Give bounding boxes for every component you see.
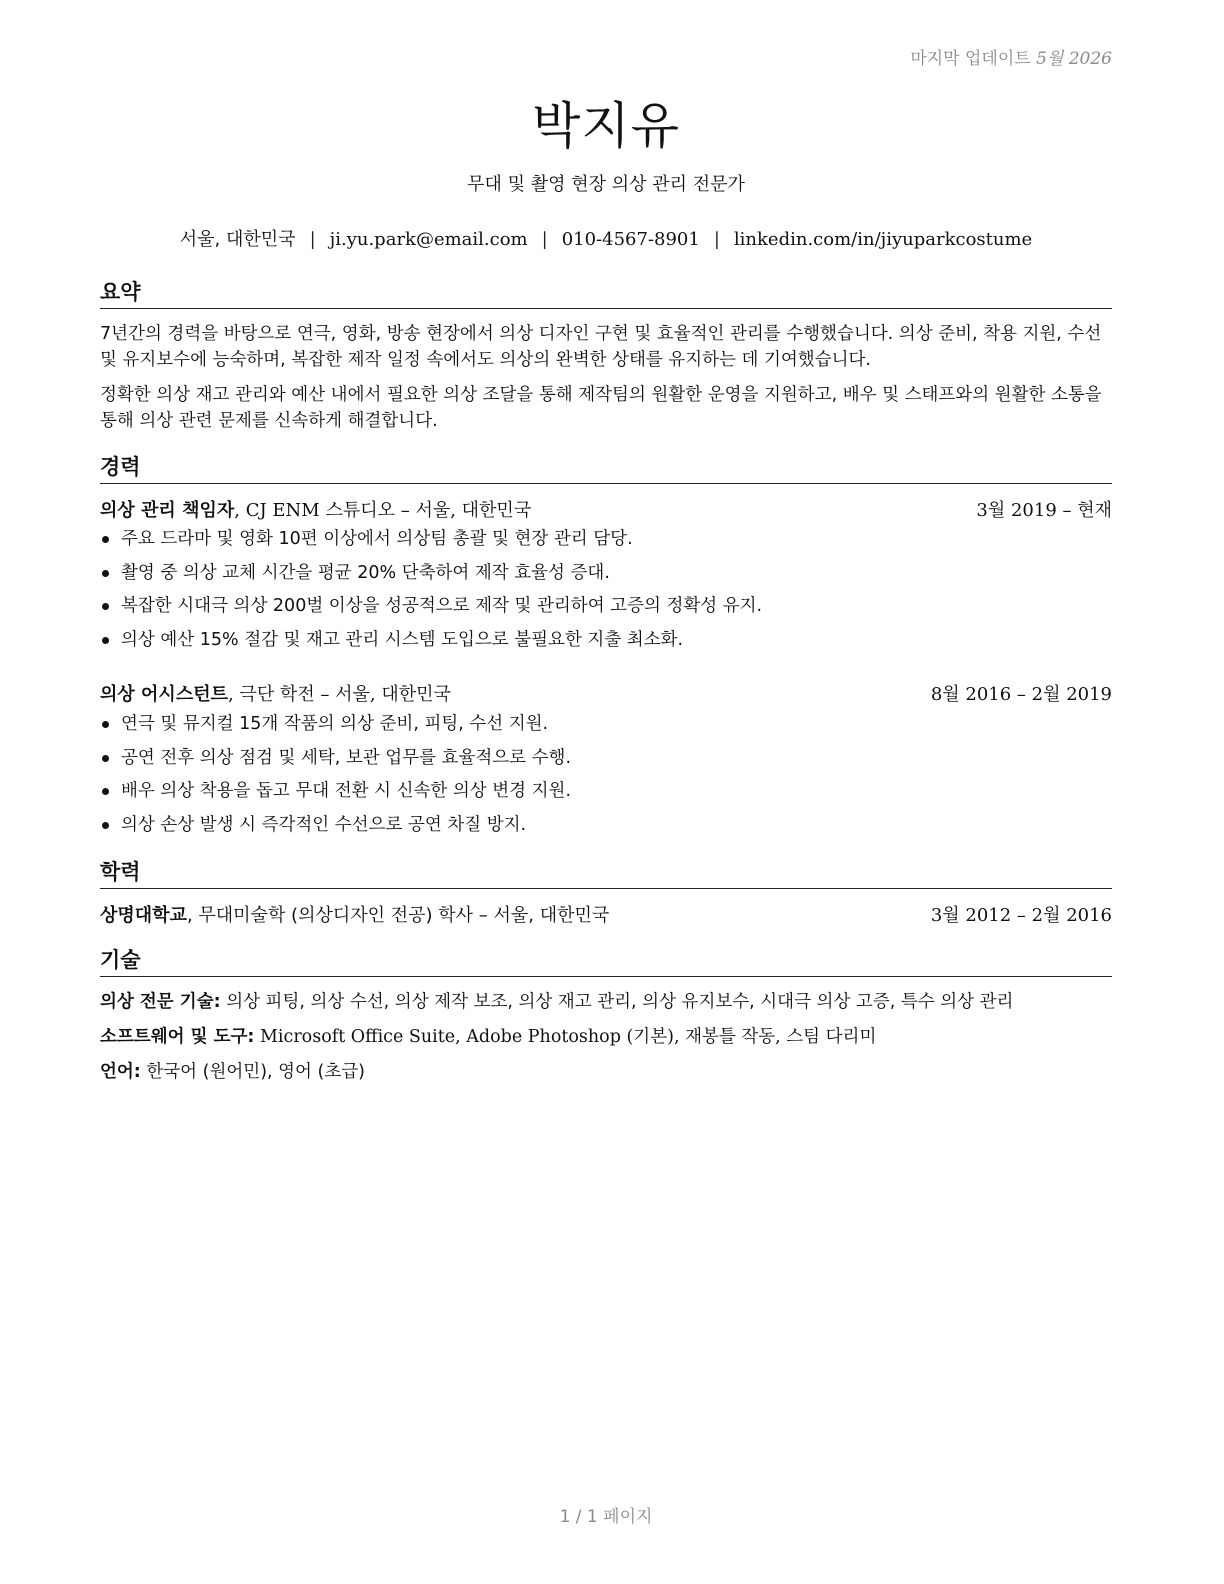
skill-value: 의상 피팅, 의상 수선, 의상 제작 보조, 의상 재고 관리, 의상 유지보수, 시대극 의상 고증, 특수 의상 관리 bbox=[220, 992, 1014, 1012]
education-entry bbox=[100, 901, 1112, 927]
last-updated bbox=[910, 44, 1112, 69]
job-role: 의상 어시스턴트 bbox=[100, 684, 228, 705]
job-bullet: 의상 예산 15% 절감 및 재고 관리 시스템 도입으로 불필요한 지출 최소화. bbox=[100, 627, 1112, 661]
page-number: 1 / 1 페이지 bbox=[559, 1507, 653, 1527]
job-role: 의상 관리 책임자 bbox=[100, 500, 235, 521]
job-dates: 8월 2016 – 2월 2019 bbox=[930, 684, 1112, 705]
resume-page bbox=[100, 0, 1112, 1584]
contact-separator: | bbox=[541, 229, 548, 250]
bullet-icon bbox=[102, 822, 109, 829]
contact-location: 서울, 대한민국 bbox=[179, 229, 296, 250]
last-updated-date: 5월 2026 bbox=[1036, 49, 1112, 69]
skill-line bbox=[100, 1058, 1112, 1083]
section-title-education: 학력 bbox=[100, 856, 1112, 889]
contact-separator: | bbox=[713, 229, 720, 250]
job-bullets bbox=[100, 526, 1112, 660]
job-header bbox=[100, 680, 1112, 706]
job-organization: , CJ ENM 스튜디오 – 서울, 대한민국 bbox=[234, 500, 532, 521]
bullet-icon bbox=[102, 536, 109, 543]
job-bullet: 의상 손상 발생 시 즉각적인 수선으로 공연 차질 방지. bbox=[100, 812, 1112, 846]
job-bullet: 촬영 중 의상 교체 시간을 평균 20% 단축하여 제작 효율성 증대. bbox=[100, 560, 1112, 594]
education-detail: , 무대미술학 (의상디자인 전공) 학사 – 서울, 대한민국 bbox=[186, 905, 610, 926]
skill-value: Microsoft Office Suite, Adobe Photoshop (기본), 재봉틀 작동, 스팀 다리미 bbox=[254, 1027, 877, 1047]
contact-separator: | bbox=[309, 229, 316, 250]
education-dates: 3월 2012 – 2월 2016 bbox=[930, 905, 1112, 926]
section-title-skills: 기술 bbox=[100, 944, 1112, 977]
summary-paragraph: 7년간의 경력을 바탕으로 연극, 영화, 방송 현장에서 의상 디자인 구현 및 효율적인 관리를 수행했습니다. 의상 준비, 착용 지원, 수선 및 유지보수에 능숙하며, 복잡한 제작 일정 속에서도 의상의 완벽한 상태를 유지하는 데 기여했습니다. bbox=[100, 324, 1102, 370]
job-bullet: 복잡한 시대극 의상 200벌 이상을 성공적으로 제작 및 관리하여 고증의 정확성 유지. bbox=[100, 593, 1112, 627]
section-title-summary: 요약 bbox=[100, 276, 1112, 309]
job-bullet: 연극 및 뮤지컬 15개 작품의 의상 준비, 피팅, 수선 지원. bbox=[100, 711, 1112, 745]
skill-line bbox=[100, 1023, 1112, 1048]
bullet-icon bbox=[102, 788, 109, 795]
job-bullet: 배우 의상 착용을 돕고 무대 전환 시 신속한 의상 변경 지원. bbox=[100, 778, 1112, 812]
education-school: 상명대학교 bbox=[100, 905, 187, 926]
bullet-icon bbox=[102, 603, 109, 610]
last-updated-label: 마지막 업데이트 bbox=[910, 49, 1031, 69]
section-title-experience: 경력 bbox=[100, 451, 1112, 484]
bullet-icon bbox=[102, 755, 109, 762]
bullet-icon bbox=[102, 721, 109, 728]
summary-paragraph: 정확한 의상 재고 관리와 예산 내에서 필요한 의상 조달을 통해 제작팀의 원활한 운영을 지원하고, 배우 및 스태프와의 원활한 소통을 통해 의상 관련 문제를 신속하게 해결합니다. bbox=[100, 385, 1102, 431]
bullet-icon bbox=[102, 637, 109, 644]
job-organization: , 극단 학전 – 서울, 대한민국 bbox=[227, 684, 451, 705]
contact-email[interactable]: ji.yu.park@email.com bbox=[329, 229, 528, 250]
candidate-name: 박지유 bbox=[532, 97, 680, 155]
skill-label: 소프트웨어 및 도구: bbox=[100, 1027, 255, 1047]
job-bullet: 주요 드라마 및 영화 10편 이상에서 의상팀 총괄 및 현장 관리 담당. bbox=[100, 526, 1112, 560]
job-header bbox=[100, 496, 1112, 522]
candidate-headline: 무대 및 촬영 현장 의상 관리 전문가 bbox=[467, 174, 745, 195]
skill-value: 한국어 (원어민), 영어 (초급) bbox=[140, 1062, 365, 1082]
contact-line bbox=[100, 225, 1112, 251]
contact-phone[interactable]: 010-4567-8901 bbox=[561, 229, 700, 250]
skill-label: 언어: bbox=[100, 1062, 141, 1082]
contact-linkedin[interactable]: linkedin.com/in/jiyuparkcostume bbox=[733, 229, 1033, 250]
skill-label: 의상 전문 기술: bbox=[100, 992, 221, 1012]
job-dates: 3월 2019 – 현재 bbox=[976, 500, 1112, 521]
job-bullets bbox=[100, 711, 1112, 845]
job-bullet: 공연 전후 의상 점검 및 세탁, 보관 업무를 효율적으로 수행. bbox=[100, 745, 1112, 779]
bullet-icon bbox=[102, 570, 109, 577]
skill-line bbox=[100, 988, 1112, 1013]
